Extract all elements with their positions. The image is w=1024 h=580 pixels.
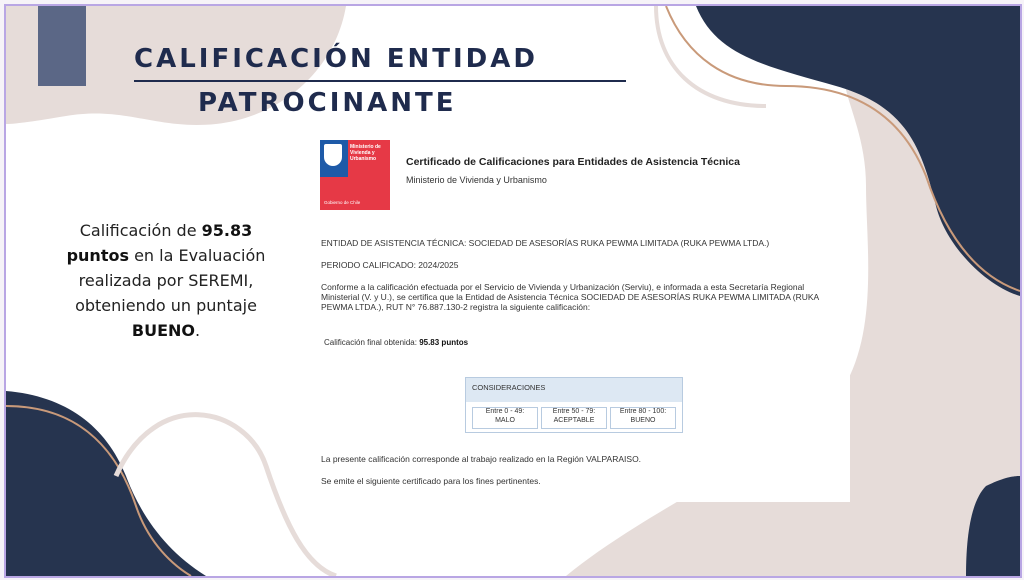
considerations-table bbox=[465, 377, 683, 433]
range-cell-aceptable: Entre 50 - 79: ACEPTABLE bbox=[541, 407, 607, 429]
final-score-value: 95.83 puntos bbox=[419, 338, 469, 347]
slide-title-line2: PATROCINANTE bbox=[198, 88, 457, 118]
conforme-paragraph: Conforme a la calificación efectuada por el Servicio de Vivienda y Urbanización (Serviu), e informada a esta Secretaría Regional Ministerial (V. y U.), se certifica que la Entidad de Asistencia Técnica SOCIEDAD DE ASESORÍAS RUKA PEWMA LIMITADA (RUKA PEWMA LTDA.), RUT N° 76.887.130-2 registra la siguiente calificación: bbox=[321, 282, 819, 312]
final-score-label: Calificación final obtenida: bbox=[324, 338, 417, 347]
certificate-document bbox=[308, 128, 850, 502]
certificate-subtitle: Ministerio de Vivienda y Urbanismo bbox=[406, 175, 547, 185]
range-cell-malo: Entre 0 - 49: MALO bbox=[472, 407, 538, 429]
coat-of-arms-icon bbox=[324, 144, 342, 166]
summary-text-1: Calificación de bbox=[79, 221, 202, 240]
periodo-line: PERIODO CALIFICADO: 2024/2025 bbox=[321, 260, 459, 270]
considerations-header: CONSIDERACIONES bbox=[466, 378, 682, 402]
summary-text-end: . bbox=[195, 321, 201, 340]
final-score-line bbox=[324, 338, 468, 347]
logo-ministry-text: Ministerio de Vivienda y Urbanismo bbox=[350, 144, 381, 162]
score-summary bbox=[66, 218, 266, 343]
chile-shield-logo bbox=[320, 140, 390, 210]
region-line: La presente calificación corresponde al trabajo realizado en la Región VALPARAISO. bbox=[321, 454, 642, 464]
summary-text-2: en la Evaluación realizada por SEREMI, obteniendo un puntaje bbox=[75, 246, 266, 315]
slide-frame bbox=[4, 4, 1022, 578]
logo-gobierno-text: Gobierno de Chile bbox=[324, 200, 361, 205]
title-accent-bar bbox=[38, 6, 86, 86]
summary-rating: BUENO bbox=[131, 321, 195, 340]
slide-title-line1: CALIFICACIÓN ENTIDAD bbox=[134, 44, 538, 74]
emite-line: Se emite el siguiente certificado para los fines pertinentes. bbox=[321, 476, 541, 486]
title-underline bbox=[134, 80, 626, 82]
certificate-title: Certificado de Calificaciones para Entidades de Asistencia Técnica bbox=[406, 156, 740, 168]
entidad-line: ENTIDAD DE ASISTENCIA TÉCNICA: SOCIEDAD DE ASESORÍAS RUKA PEWMA LIMITADA (RUKA PEWMA LTDA.) bbox=[321, 238, 770, 248]
summary-points-word: puntos bbox=[66, 246, 129, 265]
summary-score: 95.83 bbox=[201, 221, 253, 240]
range-cell-bueno: Entre 80 - 100: BUENO bbox=[610, 407, 676, 429]
